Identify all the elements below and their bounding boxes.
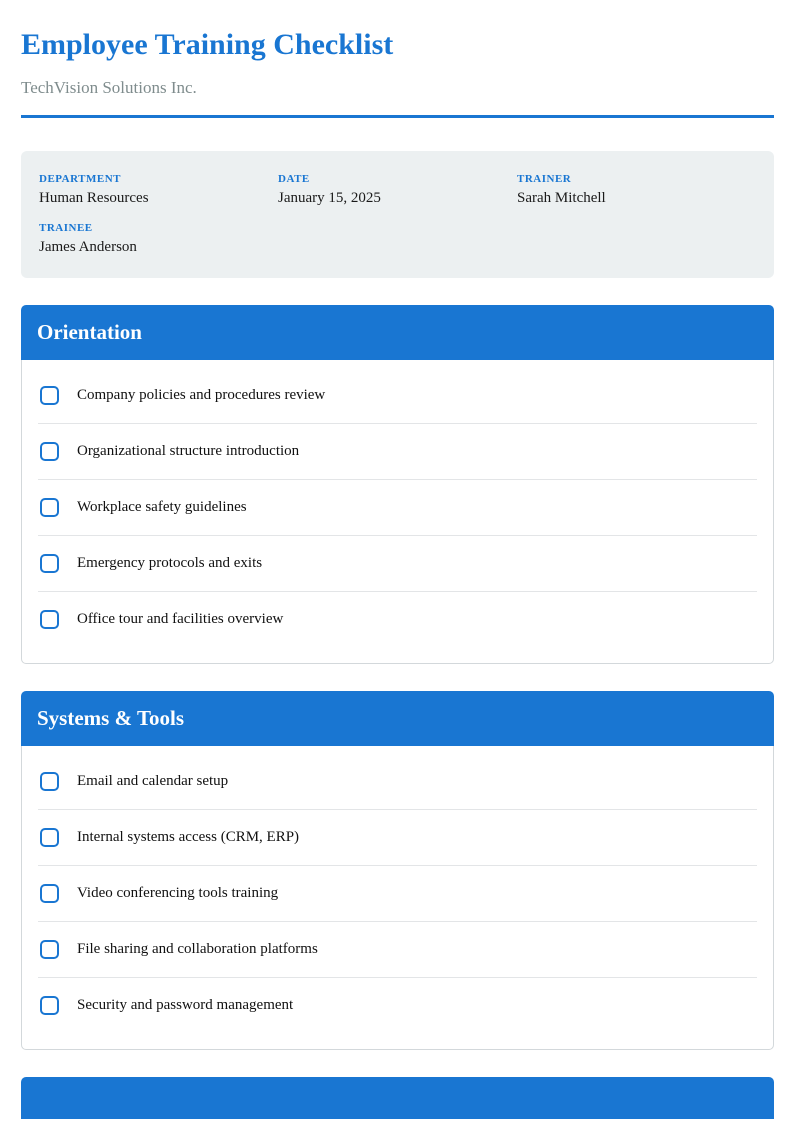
checklist-item (38, 536, 757, 592)
checklist-item-label: Workplace safety guidelines (77, 499, 247, 515)
section-checklist (21, 746, 774, 1050)
checkbox[interactable] (40, 554, 59, 573)
checkbox[interactable] (40, 442, 59, 461)
checklist-item-label: Emergency protocols and exits (77, 555, 263, 571)
section-orientation (21, 305, 774, 664)
checklist-item-label: File sharing and collaboration platforms (77, 941, 318, 957)
checklist-item-label: Organizational structure introduction (77, 443, 300, 459)
info-label: DATE (278, 173, 310, 185)
info-label: TRAINEE (39, 222, 93, 234)
checklist-item (38, 592, 757, 647)
info-field-date (278, 173, 517, 207)
info-value: James Anderson (39, 239, 137, 255)
header-divider (21, 115, 774, 118)
company-name: TechVision Solutions Inc. (21, 78, 197, 97)
info-field-trainer (517, 173, 756, 207)
checkbox[interactable] (40, 498, 59, 517)
section-title: Systems & Tools (21, 691, 774, 746)
checkbox[interactable] (40, 996, 59, 1015)
checklist-item-label: Email and calendar setup (77, 773, 229, 789)
checklist-item (38, 480, 757, 536)
checklist-item-label: Office tour and facilities overview (77, 611, 284, 627)
info-value: Sarah Mitchell (517, 190, 606, 206)
checklist-item (38, 978, 757, 1033)
page-title: Employee Training Checklist (21, 28, 394, 61)
info-value: Human Resources (39, 190, 149, 206)
checklist-item (38, 922, 757, 978)
info-field-department (39, 173, 278, 207)
checklist-item (38, 424, 757, 480)
checkbox[interactable] (40, 610, 59, 629)
checkbox[interactable] (40, 940, 59, 959)
checkbox[interactable] (40, 386, 59, 405)
checkbox[interactable] (40, 884, 59, 903)
checklist-item-label: Video conferencing tools training (77, 885, 279, 901)
checklist-item (38, 368, 757, 424)
checklist-item (38, 754, 757, 810)
checklist-item-label: Company policies and procedures review (77, 387, 326, 403)
section-systems-tools (21, 691, 774, 1050)
info-box (21, 151, 774, 278)
section-checklist (21, 360, 774, 664)
info-label: DEPARTMENT (39, 173, 122, 185)
info-label: TRAINER (517, 173, 572, 185)
checkbox[interactable] (40, 772, 59, 791)
checklist-item (38, 866, 757, 922)
checklist-item-label: Security and password management (77, 997, 294, 1013)
next-section-header-partial (21, 1077, 774, 1119)
info-value: January 15, 2025 (278, 190, 381, 206)
checklist-item (38, 810, 757, 866)
info-field-trainee (39, 222, 278, 256)
checklist-item-label: Internal systems access (CRM, ERP) (77, 829, 300, 845)
checkbox[interactable] (40, 828, 59, 847)
section-title: Orientation (21, 305, 774, 360)
